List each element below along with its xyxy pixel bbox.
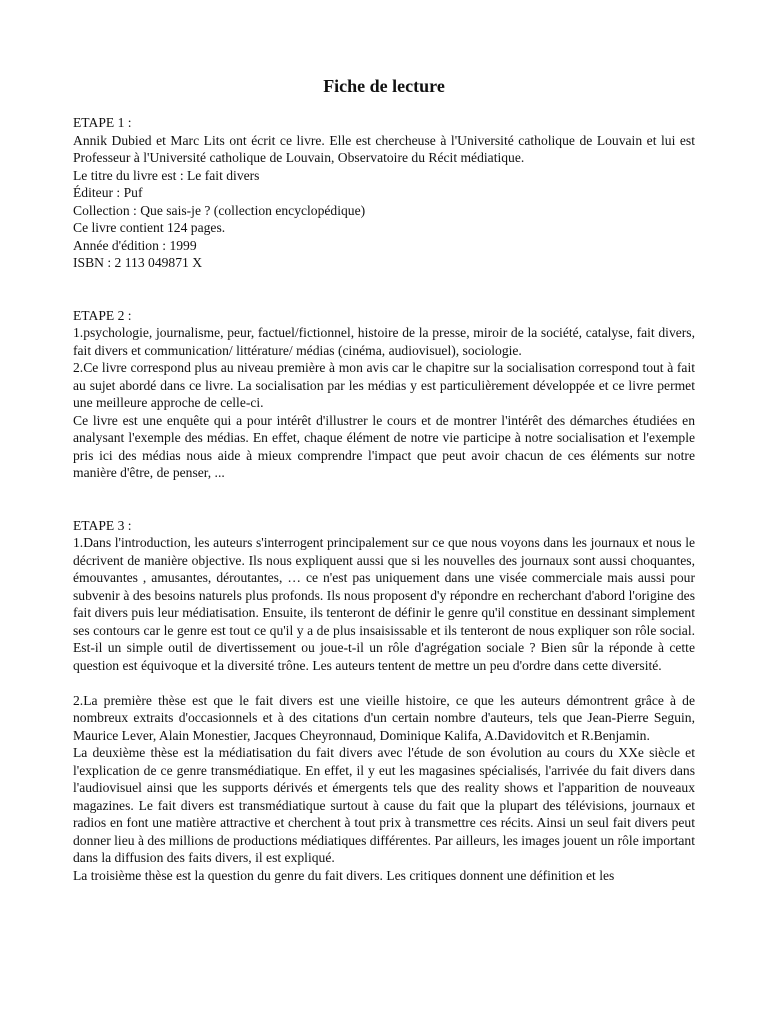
- document-body: [73, 114, 695, 884]
- pages-line: Ce livre contient 124 pages.: [73, 220, 226, 235]
- section-etape-3: [73, 517, 695, 885]
- paragraph: 2.La première thèse est que le fait divers est une vieille histoire, ce que les auteurs démontrent grâce à de nombreux extraits d'occasionnels et à des citations d'un certain nombre d'auteurs, tels que Jean-Pierre Seguin, Maurice Lever, Alain Monestier, Jacques Cheyronnaud, Dominique Kalifa, A.Davidovitch et R.Benjamin.: [73, 692, 695, 743]
- publisher-line: Éditeur : Puf: [73, 185, 143, 200]
- paragraph: 1.psychologie, journalisme, peur, factuel/fictionnel, histoire de la presse, miroir de la société, catalyse, fait divers, fait divers et communication/ littérature/ médias (cinéma, audiovisuel), sociologie.: [73, 325, 695, 358]
- section-etape-2: [73, 307, 695, 482]
- isbn-line: ISBN : 2 113 049871 X: [73, 255, 203, 270]
- paragraph-gap: [73, 674, 695, 692]
- collection-line: Collection : Que sais-je ? (collection encyclopédique): [73, 202, 366, 218]
- paragraph: Annik Dubied et Marc Lits ont écrit ce livre. Elle est chercheuse à l'Université catholique de Louvain et lui est Professeur à l'Université catholique de Louvain, Observatoire du Récit médiatique.: [73, 132, 695, 165]
- page-title: Fiche de lecture: [323, 76, 445, 96]
- section-heading: ETAPE 2 :: [73, 307, 132, 323]
- paragraph: La troisième thèse est la question du genre du fait divers. Les critiques donnent une définition et les: [73, 867, 615, 883]
- paragraph: La deuxième thèse est la médiatisation du fait divers avec l'étude de son évolution au cours du XXe siècle et l'explication de ce genre transmédiatique. En effet, il y eut les magasines spécialisés, l'arrivée du fait divers dans l'audiovisuel ainsi que les supports dérivés et émergents tels que des reality shows et l'apparition de nouveaux magazines. Le fait divers est transmédiatique surtout à cause du fait que la plupart des télévisions, journaux et radios en font une matière attractive et cherchent à tout prix à transmettre ces récits. Ainsi un seul fait divers peut donner lieu à des millions de productions médiatiques différentes. Par ailleurs, les images jouent un rôle important dans la diffusion des faits divers, il est expliqué.: [73, 745, 695, 865]
- section-etape-1: [73, 114, 695, 272]
- section-heading: ETAPE 1 :: [73, 115, 132, 130]
- book-title-line: Le titre du livre est : Le fait divers: [73, 167, 260, 183]
- paragraph: 1.Dans l'introduction, les auteurs s'interrogent principalement sur ce que nous voyons dans les journaux et nous le décrivent de manière objective. Ils nous expliquent aussi que si les nouvelles des journaux sont aussi choquantes, émouvantes , amusantes, déroutantes, … ce n'est pas uniquement dans une visée commerciale mais aussi pour subvenir à des besoins naturels plus profonds. Ils nous proposent d'y répondre en recherchant d'abord l'origine des fait divers puis leur médiatisation. Ensuite, ils tenteront de définir le genre qu'il constitue en dessinant simplement ses contours car le genre est tout ce qu'il y a de plus insaisissable et ils tenteront de nous expliquer son rôle social. Est-il un simple outil de divertissement ou joue-t-il un rôle d'agrégation sociale ? Bien sûr la réponde à cette question est équivoque et la diversité trône. Les auteurs tentent de mettre un peu d'ordre dans cette diversité.: [73, 535, 695, 673]
- section-heading: ETAPE 3 :: [73, 517, 132, 533]
- edition-year-line: Année d'édition : 1999: [73, 237, 197, 253]
- paragraph: Ce livre est une enquête qui a pour intérêt d'illustrer le cours et de montrer l'intérêt des démarches étudiées en analysant l'exemple des médias. En effet, chaque élément de notre vie participe à notre socialisation et l'exemple pris ici des médias nous aide à mieux comprendre l'impact que peut avoir chacun de ces éléments sur notre manière d'être, de penser, ...: [73, 412, 695, 480]
- paragraph: 2.Ce livre correspond plus au niveau première à mon avis car le chapitre sur la socialisation correspond tout à fait au sujet abordé dans ce livre. La socialisation par les médias y est particulièrement développée et ce livre permet une meilleure approche de celle-ci.: [73, 360, 695, 410]
